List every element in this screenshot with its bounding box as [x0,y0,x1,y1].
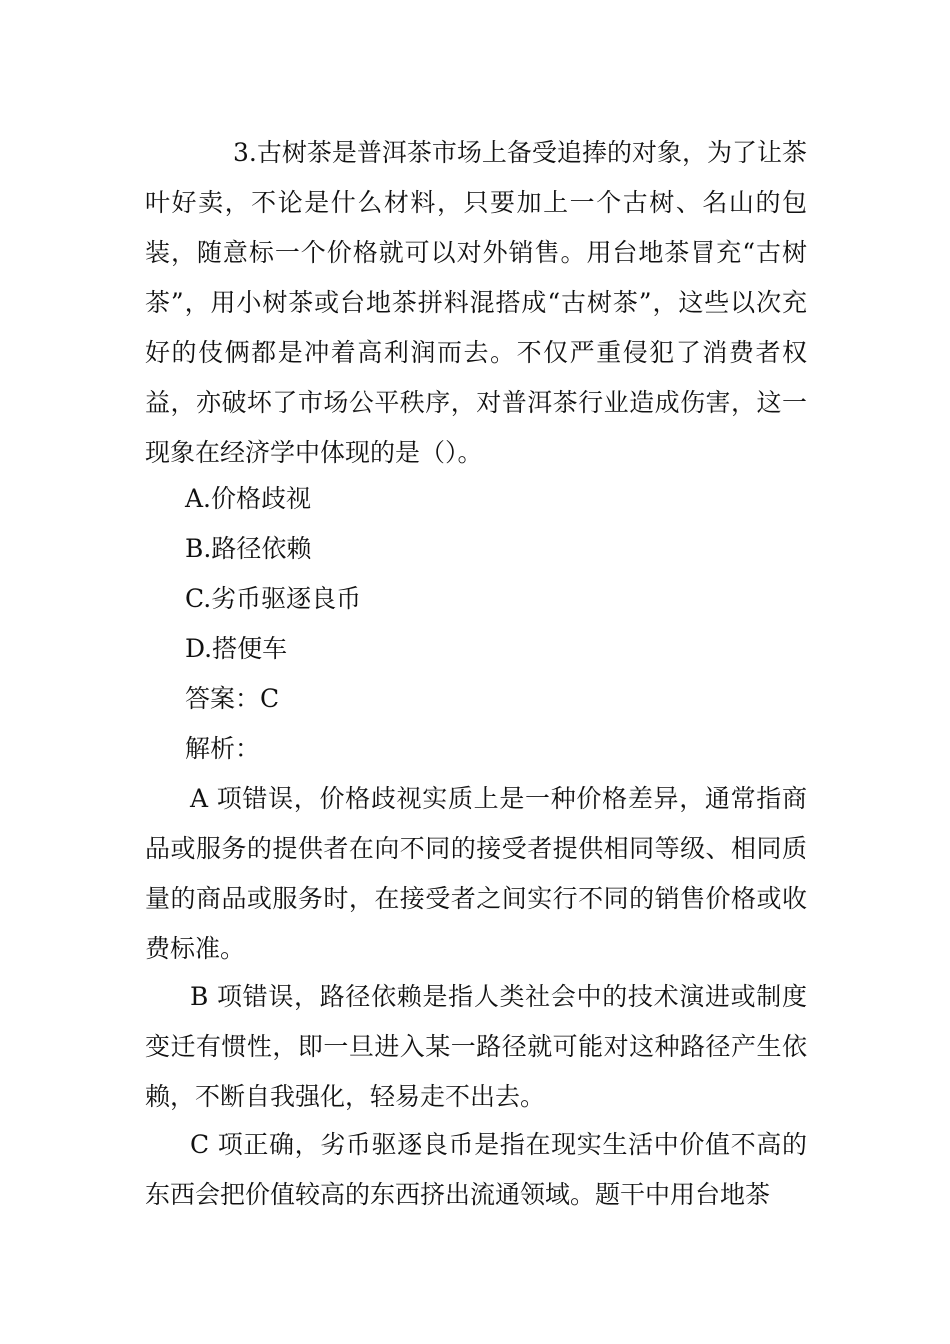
question-paragraph: 3.古树茶是普洱茶市场上备受追捧的对象，为了让茶叶好卖，不论是什么材料，只要加上一个古树、名山的包装，随意标一个价格就可以对外销售。用台地茶冒充“古树茶”，用小树茶或台地茶拼料混搭成“古树茶”，这些以次充好的伎俩都是冲着高利润而去。不仅严重侵犯了消费者权益，亦破坏了市场公平秩序，对普洱茶行业造成伤害，这一现象在经济学中体现的是（）。 [145,138,807,467]
option-c: C.劣币驱逐良币 [185,584,362,613]
option-a: A.价格歧视 [185,484,312,513]
option-b: B.路径依赖 [185,534,312,563]
analysis-paragraph-c: C 项正确，劣币驱逐良币是指在现实生活中价值不高的东西会把价值较高的东西挤出流通领域。题干中用台地茶 [145,1130,807,1209]
option-d: D.搭便车 [185,634,288,663]
analysis-label: 解析： [185,734,261,763]
analysis-paragraph-b: B 项错误，路径依赖是指人类社会中的技术演进或制度变迁有惯性，即一旦进入某一路径就可能对这种路径产生依赖，不断自我强化，轻易走不出去。 [145,982,807,1111]
analysis-paragraph-a: A 项错误，价格歧视实质上是一种价格差异，通常指商品或服务的提供者在向不同的接受者提供相同等级、相同质量的商品或服务时，在接受者之间实行不同的销售价格或收费标准。 [145,784,807,963]
answer-line: 答案：C [185,684,280,713]
